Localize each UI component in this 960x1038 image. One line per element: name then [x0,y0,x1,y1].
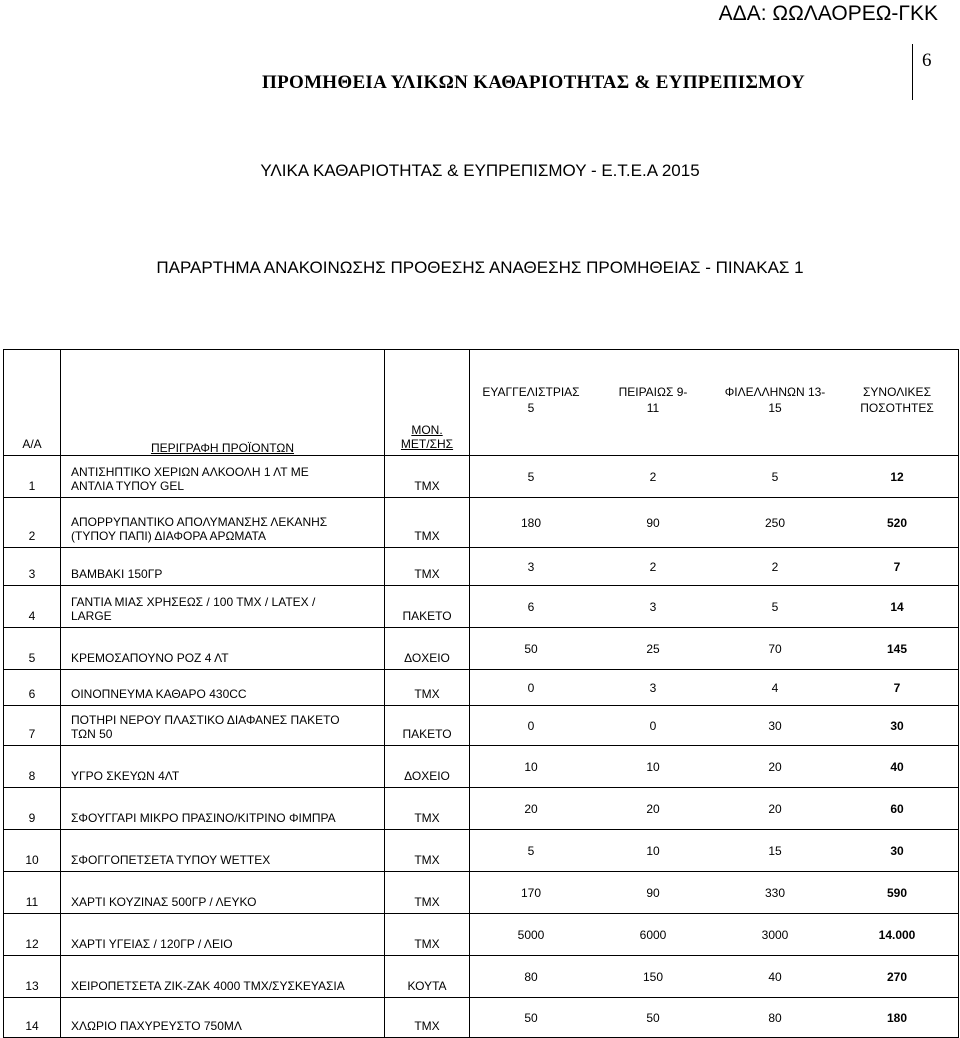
row-description-line1: ΓΑΝΤΙΑ ΜΙΑΣ ΧΡΗΣΕΩΣ / 100 ΤΜΧ / LATEX / [71,595,316,609]
qty-loc3: 330 [764,885,786,900]
page-number-divider [912,44,913,100]
row-quantity-values [470,600,958,614]
row-quantity-values [470,719,958,733]
row-description-line1: ΧΑΡΤΙ ΚΟΥΖΙΝΑΣ 500ΓΡ / ΛΕΥΚΟ [71,895,257,909]
row-quantity-values [470,928,958,942]
row-quantities [470,456,959,498]
row-quantity-values [470,470,958,484]
row-quantities [470,998,959,1038]
qty-loc1: 180 [520,515,542,530]
ada-code: ΑΔΑ: ΩΩΛΑΟΡΕΩ-ΓΚΚ [718,2,938,25]
header-unit-line2: ΜΕΤ/ΣΗΣ [400,437,454,451]
row-quantity-values [470,560,958,574]
table-row [4,998,959,1038]
qty-loc2: 10 [646,759,660,774]
row-index: 11 [4,872,61,914]
qty-loc3: 4 [771,680,779,695]
qty-loc3: 80 [768,1010,782,1025]
header-loc1-line2: 5 [527,401,535,415]
row-quantities [470,586,959,628]
row-quantities [470,956,959,998]
header-description-label: ΠΕΡΙΓΡΑΦΗ ΠΡΟΪΟΝΤΩΝ [150,441,295,455]
table-row [4,586,959,628]
row-description-line1: ΑΠΟΡΡΥΠΑΝΤΙΚΟ ΑΠΟΛΥΜΑΝΣΗΣ ΛΕΚΑΝΗΣ [71,515,328,529]
row-description-line1: ΧΕΙΡΟΠΕΤΣΕΤΑ ΖΙΚ-ΖΑΚ 4000 ΤΜΧ/ΣΥΣΚΕΥΑΣΙΑ [71,979,345,993]
qty-loc3: 5 [771,599,779,614]
table-row [4,456,959,498]
header-quantity-labels [470,350,958,416]
row-unit: ΠΑΚΕΤΟ [385,706,470,746]
header-loc3 [714,350,836,416]
row-description-line1: ΥΓΡΟ ΣΚΕΥΩΝ 4ΛΤ [71,769,180,783]
row-unit: ΔΟΧΕΙΟ [385,628,470,670]
table-header-row [4,350,959,456]
qty-loc3: 250 [764,515,786,530]
row-index: 4 [4,586,61,628]
row-index: 6 [4,670,61,706]
row-unit: ΤΜΧ [385,456,470,498]
row-unit: ΤΜΧ [385,670,470,706]
header-unit [385,350,470,456]
qty-loc1: 6 [527,599,535,614]
header-quantities [470,350,959,456]
row-unit: ΤΜΧ [385,914,470,956]
qty-loc1: 50 [524,1010,538,1025]
qty-loc2: 10 [646,843,660,858]
row-description-line2: (ΤΥΠΟΥ ΠΑΠΙ) ΔΙΑΦΟΡΑ ΑΡΩΜΑΤΑ [71,529,266,543]
row-quantity-values [470,681,958,695]
qty-loc1: 170 [520,885,542,900]
header-loc3-line1: ΦΙΛΕΛΛΗΝΩΝ 13- [724,385,826,399]
qty-loc2: 2 [649,469,657,484]
qty-total: 14 [890,599,904,614]
qty-loc3: 20 [768,801,782,816]
table-row [4,746,959,788]
row-description [61,998,385,1038]
row-description-line2: LARGE [71,609,112,623]
row-description [61,548,385,586]
row-index: 14 [4,998,61,1038]
qty-loc2: 6000 [639,927,667,942]
row-description-line1: ΟΙΝΟΠΝΕΥΜΑ ΚΑΘΑΡΟ 430CC [71,687,247,701]
qty-loc2: 25 [646,641,660,656]
qty-total: 60 [890,801,904,816]
qty-loc1: 80 [524,969,538,984]
table-row [4,670,959,706]
row-description-line1: ΣΦΟΓΓΟΠΕΤΣΕΤΑ ΤΥΠΟΥ WETTEX [71,853,271,867]
row-index: 10 [4,830,61,872]
header-total [836,350,958,416]
header-description [61,350,385,456]
row-description [61,914,385,956]
row-quantities [470,872,959,914]
qty-loc3: 20 [768,759,782,774]
row-quantities [470,548,959,586]
qty-total: 30 [890,718,904,733]
row-description [61,746,385,788]
header-loc2-line2: 11 [646,401,660,415]
document-subtitle: ΥΛΙΚΑ ΚΑΘΑΡΙΟΤΗΤΑΣ & ΕΥΠΡΕΠΙΣΜΟΥ - Ε.Τ.Ε.Α 2015 [260,161,700,180]
row-quantity-values [470,642,958,656]
row-index: 5 [4,628,61,670]
row-description [61,956,385,998]
row-quantity-values [470,760,958,774]
row-description [61,706,385,746]
annex-title: ΠΑΡΑΡΤΗΜΑ ΑΝΑΚΟΙΝΩΣΗΣ ΠΡΟΘΕΣΗΣ ΑΝΑΘΕΣΗΣ ΠΡΟΜΗΘΕΙΑΣ - ΠΙΝΑΚΑΣ 1 [156,258,804,277]
qty-total: 7 [893,559,901,574]
qty-loc2: 50 [646,1010,660,1025]
qty-loc2: 90 [646,515,660,530]
qty-loc1: 50 [524,641,538,656]
qty-loc3: 30 [768,718,782,733]
header-loc2-line1: ΠΕΙΡΑΙΩΣ 9- [618,385,688,399]
qty-loc1: 0 [527,680,535,695]
header-loc3-line2: 15 [768,401,782,415]
qty-loc3: 70 [768,641,782,656]
qty-loc1: 5 [527,843,535,858]
row-index: 2 [4,498,61,548]
row-unit: ΚΟΥΤΑ [385,956,470,998]
row-description [61,586,385,628]
row-quantities [470,670,959,706]
row-quantities [470,914,959,956]
row-quantities [470,788,959,830]
row-unit: ΤΜΧ [385,998,470,1038]
qty-total: 14.000 [878,927,916,942]
row-quantity-values [470,802,958,816]
qty-loc1: 5000 [517,927,545,942]
row-description [61,830,385,872]
row-description [61,872,385,914]
row-quantity-values [470,1011,958,1025]
row-quantity-values [470,886,958,900]
header-total-line1: ΣΥΝΟΛΙΚΕΣ [863,385,931,399]
row-quantities [470,746,959,788]
qty-total: 180 [886,1010,908,1025]
table-row [4,956,959,998]
qty-total: 145 [886,641,908,656]
row-description-line2: ΤΩΝ 50 [71,727,113,741]
page-number: 6 [922,50,932,71]
row-description [61,788,385,830]
qty-loc1: 0 [527,718,535,733]
row-description-line1: ΑΝΤΙΣΗΠΤΙΚΟ ΧΕΡΙΩΝ ΑΛΚΟΟΛΗ 1 ΛΤ ΜΕ [71,465,309,479]
qty-loc2: 150 [642,969,664,984]
qty-total: 12 [890,469,904,484]
qty-loc1: 10 [524,759,538,774]
row-description-line1: ΒΑΜΒΑΚΙ 150ΓΡ [71,567,163,581]
row-quantities [470,830,959,872]
row-quantity-values [470,844,958,858]
qty-loc2: 0 [649,718,657,733]
table-row [4,788,959,830]
table-row [4,548,959,586]
qty-total: 520 [886,515,908,530]
row-unit: ΤΜΧ [385,548,470,586]
row-index: 12 [4,914,61,956]
qty-loc2: 90 [646,885,660,900]
header-loc2 [592,350,714,416]
row-description-line1: ΠΟΤΗΡΙ ΝΕΡΟΥ ΠΛΑΣΤΙΚΟ ΔΙΑΦΑΝΕΣ ΠΑΚΕΤΟ [71,713,340,727]
qty-loc2: 3 [649,680,657,695]
products-table [3,349,959,1038]
row-description-line1: ΧΛΩΡΙΟ ΠΑΧΥΡΕΥΣΤΟ 750ΜΛ [71,1019,242,1033]
qty-total: 30 [890,843,904,858]
table-row [4,914,959,956]
row-description-line1: ΣΦΟΥΓΓΑΡΙ ΜΙΚΡΟ ΠΡΑΣΙΝΟ/ΚΙΤΡΙΝΟ ΦΙΜΠΡΑ [71,811,336,825]
row-unit: ΔΟΧΕΙΟ [385,746,470,788]
qty-loc3: 2 [771,559,779,574]
row-description-line2: ΑΝΤΛΙΑ ΤΥΠΟΥ GEL [71,479,184,493]
document-title: ΠΡΟΜΗΘΕΙΑ ΥΛΙΚΩΝ ΚΑΘΑΡΙΟΤΗΤΑΣ & ΕΥΠΡΕΠΙΣΜΟΥ [262,72,806,93]
row-index: 1 [4,456,61,498]
row-description-line1: ΧΑΡΤΙ ΥΓΕΙΑΣ / 120ΓΡ / ΛΕΙΟ [71,937,233,951]
qty-total: 270 [886,969,908,984]
qty-loc2: 20 [646,801,660,816]
qty-loc3: 5 [771,469,779,484]
row-unit: ΠΑΚΕΤΟ [385,586,470,628]
qty-loc2: 2 [649,559,657,574]
qty-total: 7 [893,680,901,695]
row-unit: ΤΜΧ [385,872,470,914]
header-loc1-line1: ΕΥΑΓΓΕΛΙΣΤΡΙΑΣ [482,385,580,399]
table-row [4,872,959,914]
row-unit: ΤΜΧ [385,788,470,830]
row-quantities [470,628,959,670]
row-index: 13 [4,956,61,998]
table-row [4,628,959,670]
row-description [61,670,385,706]
row-quantity-values [470,516,958,530]
header-total-line2: ΠΟΣΟΤΗΤΕΣ [860,401,934,415]
header-unit-line1: ΜΟΝ. [411,423,443,437]
table-row [4,830,959,872]
row-description [61,456,385,498]
qty-loc1: 5 [527,469,535,484]
row-description [61,628,385,670]
row-quantities [470,706,959,746]
table-row [4,498,959,548]
row-unit: ΤΜΧ [385,830,470,872]
row-index: 3 [4,548,61,586]
qty-loc1: 3 [527,559,535,574]
row-quantity-values [470,970,958,984]
qty-total: 590 [886,885,908,900]
row-index: 9 [4,788,61,830]
qty-loc3: 15 [768,843,782,858]
row-description-line1: ΚΡΕΜΟΣΑΠΟΥΝΟ ΡΟΖ 4 ΛΤ [71,651,229,665]
qty-total: 40 [890,759,904,774]
qty-loc1: 20 [524,801,538,816]
header-loc1 [470,350,592,416]
row-unit: ΤΜΧ [385,498,470,548]
row-index: 8 [4,746,61,788]
qty-loc2: 3 [649,599,657,614]
qty-loc3: 3000 [761,927,789,942]
row-quantities [470,498,959,548]
row-description [61,498,385,548]
row-index: 7 [4,706,61,746]
qty-loc3: 40 [768,969,782,984]
table-row [4,706,959,746]
header-idx: Α/Α [4,350,61,456]
